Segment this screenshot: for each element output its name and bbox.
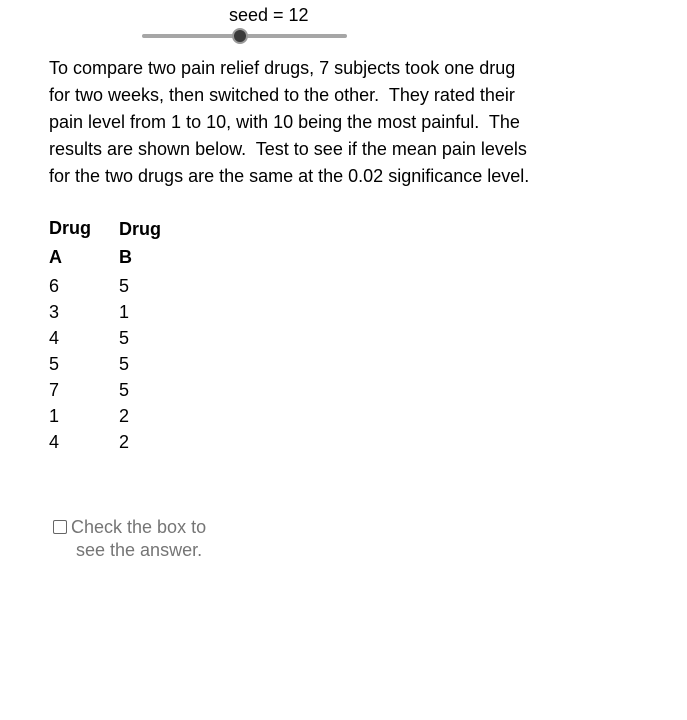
drug-b-value: 5 (119, 380, 130, 400)
drug-b-value: 1 (119, 302, 130, 322)
problem-line: for two weeks, then switched to the other. They rated their (49, 85, 515, 105)
problem-line: results are shown below. Test to see if the mean pain levels (49, 139, 527, 159)
drug-a-value: 4 (49, 328, 60, 348)
drug-a-value: 1 (49, 406, 60, 426)
drug-a-column (49, 215, 91, 455)
drug-a-value: 4 (49, 432, 60, 452)
drug-b-value: 5 (119, 276, 130, 296)
seed-slider-thumb[interactable] (232, 28, 248, 44)
drug-b-header-line1: Drug (119, 219, 161, 239)
drug-a-value: 3 (49, 302, 60, 322)
show-answer-checkbox[interactable] (53, 520, 67, 534)
show-answer-toggle[interactable] (53, 516, 206, 562)
drug-a-value: 7 (49, 380, 60, 400)
drug-a-value: 5 (49, 354, 60, 374)
drug-b-value: 5 (119, 354, 130, 374)
drug-b-value: 5 (119, 328, 130, 348)
problem-line: pain level from 1 to 10, with 10 being the most painful. The (49, 112, 520, 132)
problem-line: To compare two pain relief drugs, 7 subjects took one drug (49, 58, 516, 78)
seed-slider[interactable] (142, 26, 347, 46)
problem-line: for the two drugs are the same at the 0.02 significance level. (49, 166, 530, 186)
drug-b-value: 2 (119, 406, 130, 426)
drug-a-header-line2: A (49, 247, 62, 267)
drug-b-header-line2: B (119, 247, 132, 267)
show-answer-label-line[interactable]: see the answer. (71, 540, 203, 560)
show-answer-label-line[interactable]: Check the box to (71, 517, 207, 537)
drug-b-value: 2 (119, 432, 130, 452)
show-answer-label[interactable] (71, 516, 206, 562)
seed-slider-label: seed = 12 (229, 5, 309, 25)
problem-statement (49, 55, 549, 190)
drug-a-value: 6 (49, 276, 60, 296)
drug-b-column (119, 215, 161, 455)
drug-a-header-line1: Drug (49, 218, 91, 238)
